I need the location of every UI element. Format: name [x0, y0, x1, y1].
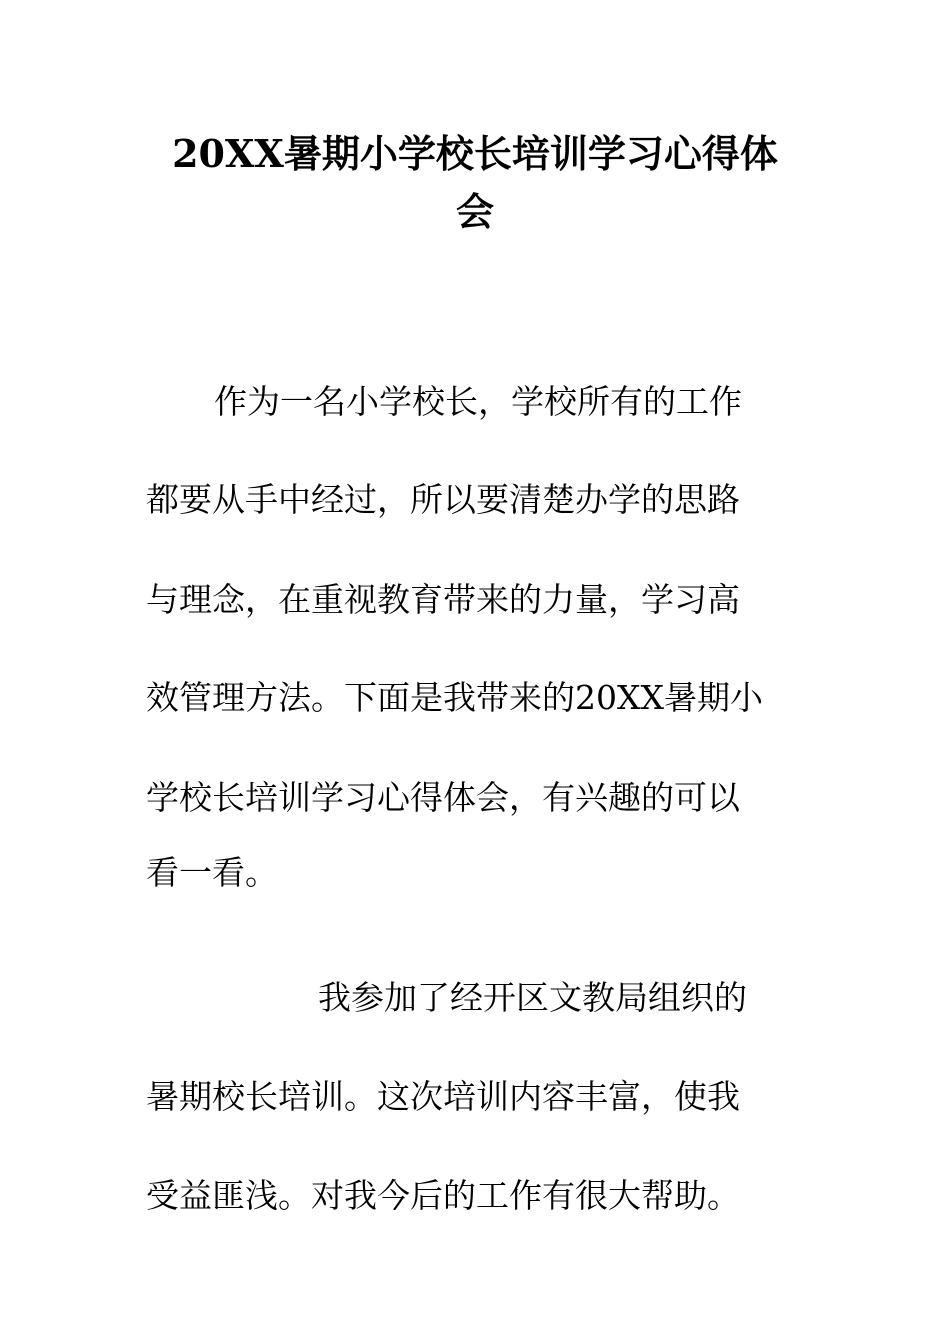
paragraph-1-line-1: 作为一名小学校长，学校所有的工作 — [214, 382, 742, 421]
paragraph-1-line-6: 看一看。 — [146, 853, 278, 892]
document-title-line-1: 20XX暑期小学校长培训学习心得体 — [172, 131, 778, 176]
paragraph-1-line-5: 学校长培训学习心得体会，有兴趣的可以 — [146, 778, 740, 817]
paragraph-1-line-3: 与理念，在重视教育带来的力量，学习高 — [146, 580, 740, 619]
document-title-line-2: 会 — [455, 189, 494, 234]
paragraph-2-line-3: 受益匪浅。对我今后的工作有很大帮助。 — [146, 1176, 740, 1215]
paragraph-1-line-2: 都要从手中经过，所以要清楚办学的思路 — [146, 480, 740, 519]
paragraph-2-line-1: 我参加了经开区文教局组织的 — [318, 978, 747, 1017]
paragraph-2-line-2: 暑期校长培训。这次培训内容丰富，使我 — [146, 1077, 740, 1116]
paragraph-1-line-4: 效管理方法。下面是我带来的20XX暑期小 — [146, 678, 763, 717]
